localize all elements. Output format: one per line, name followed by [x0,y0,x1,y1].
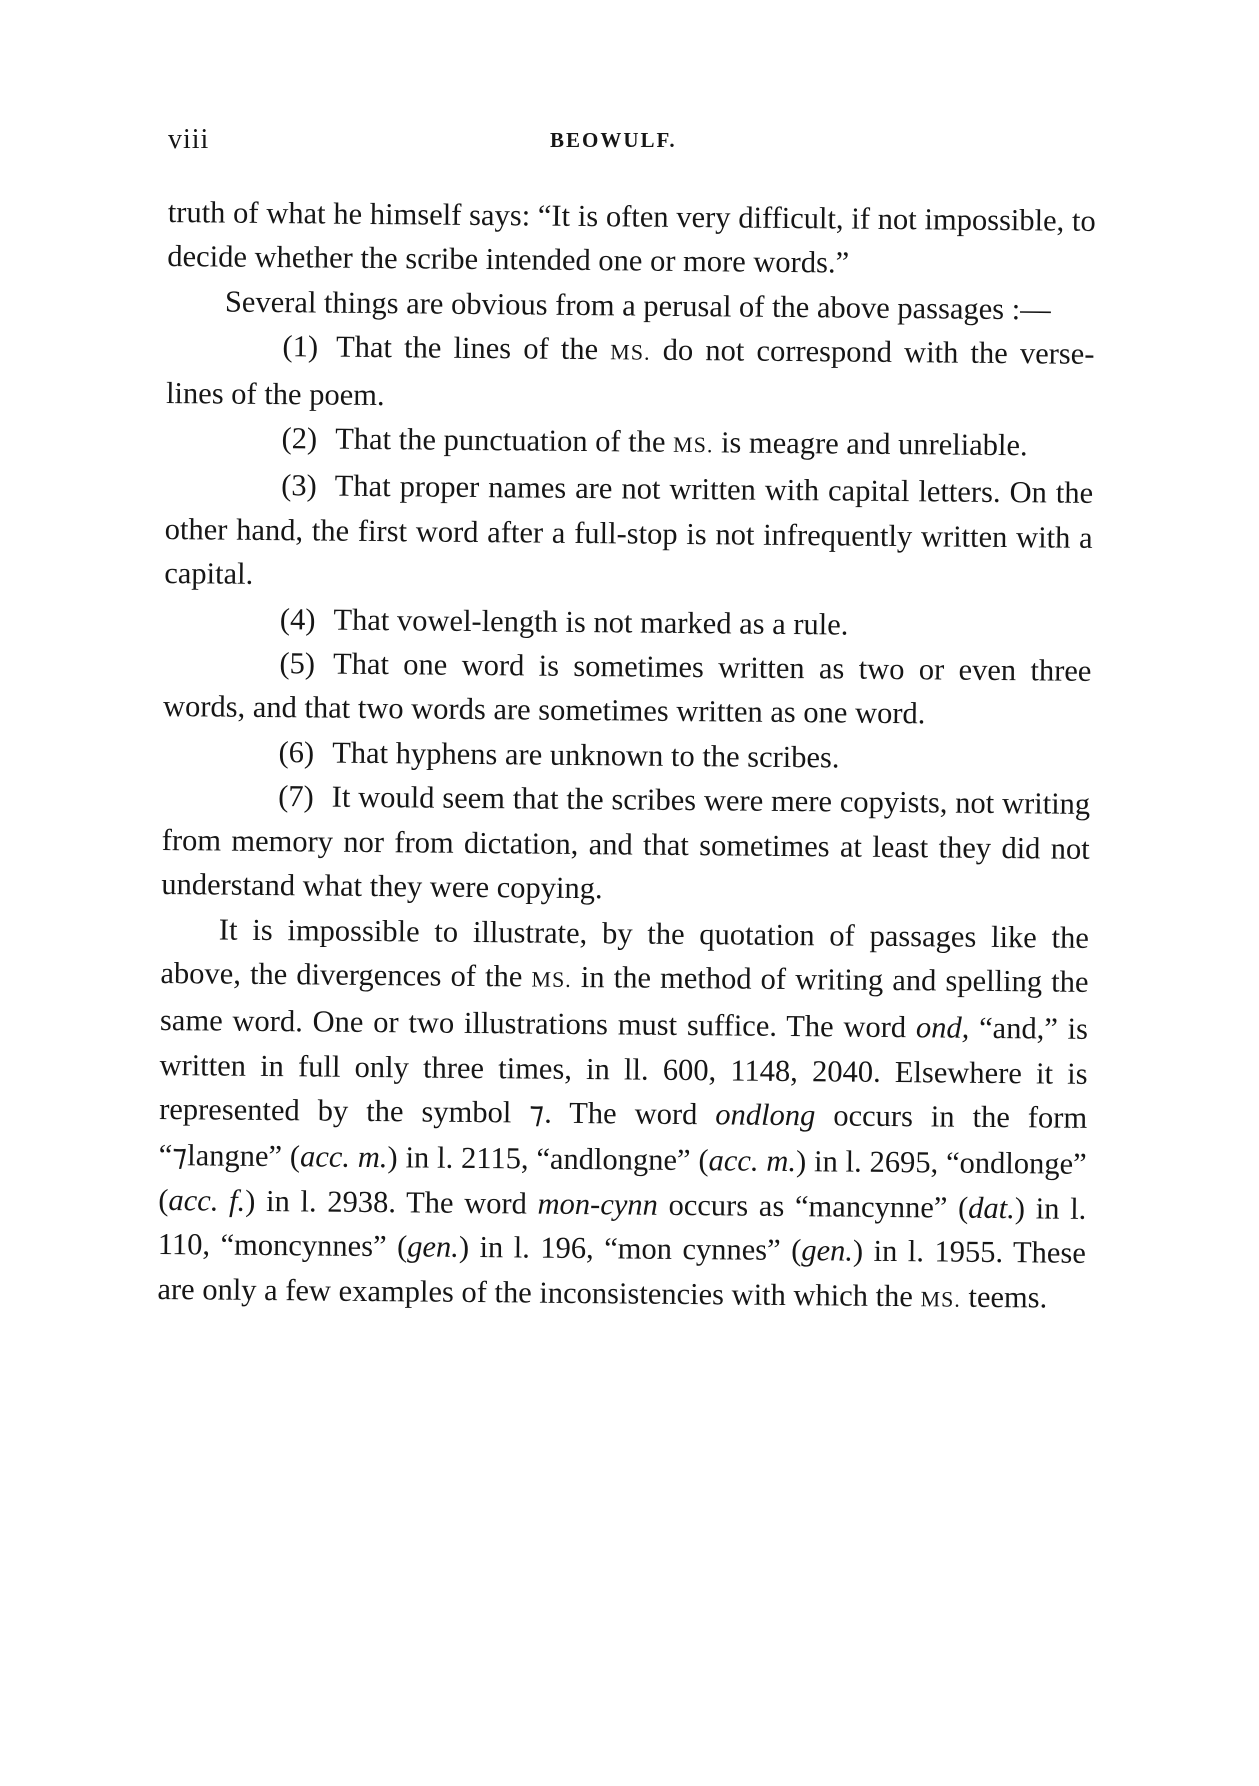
running-title: BEOWULF. [550,128,677,152]
paragraph-text: ) in l. 110, “moncynnes” ( [157,1191,1087,1264]
item-text: That one word is sometimes written as two or even three words, and that two words are sometimes written as one word. [162,646,1092,731]
item-number: (6) [278,734,315,770]
item-number: (5) [279,646,316,681]
italic-term: ond, [915,1010,970,1046]
item-text: That the lines of the [335,329,611,367]
paragraph-text: langne” ( [187,1137,301,1173]
paragraph-text: ) in l. 2695, “ondlonge” ( [158,1143,1087,1217]
italic-term: acc. m. [299,1138,388,1174]
ms-abbreviation: MS. [531,966,572,992]
page-number: viii [168,124,210,155]
italic-term: ondlong [715,1097,816,1133]
paragraph-text: teems. [960,1279,1048,1315]
item-number: (7) [278,779,314,814]
ms-abbreviation: MS. [672,431,714,458]
italic-term: acc. f. [168,1182,246,1218]
italic-term: mon-cynn [537,1186,659,1222]
paragraph-text: . The word [544,1095,716,1132]
item-text: It would seem that the scribes were mere copyists, not writing from memory nor from dictation, and that sometimes at least they did not understand what they were copying. [161,779,1091,906]
body-text [157,190,1096,1323]
item-number: (4) [279,601,316,637]
item-text: That hyphens are unknown to the scribes. [332,735,840,775]
tironian-et-symbol: ⁊ [172,1137,188,1173]
paragraph-text: It is impossible to illustrate, by the quotation of passages like the above, the divergences of the [160,912,1090,994]
paragraph-text: truth of what he himself says: “It is often very difficult, if not impossible, to decide whether the scribe intended one or more words.” [167,194,1096,280]
list-item-3 [164,462,1093,604]
list-item-5 [163,640,1092,738]
item-number: (1) [282,329,319,364]
paragraph-text: in the method of writing and spelling the same word. One or two illustrations must suffice. The word [159,959,1089,1045]
paragraph-text: occurs in the form “ [158,1098,1088,1172]
paragraph-text: ) in l. 196, “mon cynnes” ( [458,1230,802,1268]
tironian-et-symbol: ⁊ [529,1095,545,1131]
item-text: do not correspond with the verse-lines of the poem. [165,332,1095,412]
italic-term: gen. [407,1229,460,1265]
item-text: That vowel-length is not marked as a rule. [333,602,849,642]
item-text: That the punctuation of the [335,421,674,459]
italic-term: gen. [801,1233,854,1268]
list-item-1 [166,323,1095,424]
list-item-7 [161,773,1090,915]
paragraph-text: ) in l. 2115, “andlongne” ( [387,1139,709,1177]
paragraph-illustrations [157,906,1089,1323]
paragraph-text: ) in l. 1955. These are only a few examples of the inconsistencies with which the [157,1233,1086,1314]
page-header [168,124,1096,164]
paragraph-continuation [167,190,1096,288]
paragraph-text: Several things are obvious from a perusal of the above passages :— [224,284,1051,327]
paragraph-text: ) in l. 2938. The word [245,1183,538,1221]
item-number: (2) [281,421,318,456]
item-number: (3) [281,468,317,503]
ms-abbreviation: MS. [610,339,651,365]
ms-abbreviation: MS. [920,1286,961,1312]
item-text: That proper names are not written with capital letters. On the other hand, the first word after a full-stop is not infrequently written with a capital. [164,469,1094,592]
paragraph-text: occurs as “mancynne” ( [657,1187,969,1225]
italic-term: acc. m. [708,1142,797,1178]
italic-term: dat. [968,1190,1016,1226]
paragraph-text: “and,” is written in full only three times, in ll. 600, 1148, 2040. Elsewhere it is represented by the symbol [159,1011,1089,1130]
item-text: is meagre and unreliable. [713,425,1028,463]
